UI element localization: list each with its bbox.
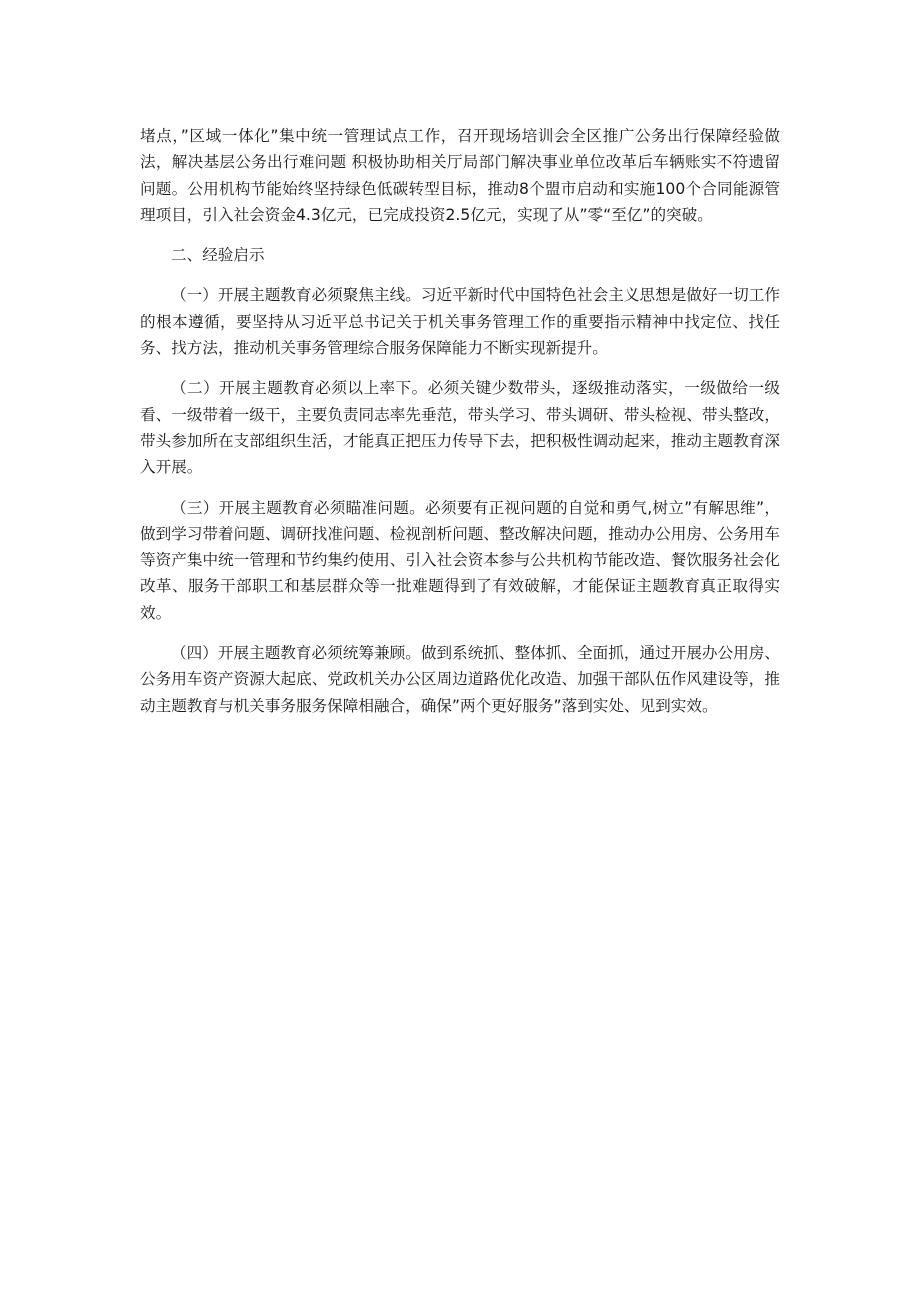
lesson-paragraph-3: （三）开展主题教育必须瞄准问题。必须要有正视问题的自觉和勇气,树立”有解思维”，做到学习带着问题、调研找准问题、检视剖析问题、整改解决问题，推动办公用房、公务用车等资产集中统一管理和节约集约使用、引入社会资本参与公共机构节能改造、餐饮服务社会化改革、服务干部职工和基层群众等一批难题得到了有效破解，才能保证主题教育真正取得实效。: [140, 498, 780, 622]
lesson-paragraph-2: （二）开展主题教育必须以上率下。必须关键少数带头，逐级推动落实，一级做给一级看、一级带着一级干，主要负责同志率先垂范，带头学习、带头调研、带头检视、带头整改，带头参加所在支部组织生活，才能真正把压力传导下去，把积极性调动起来，推动主题教育深入开展。: [140, 379, 780, 477]
lesson-paragraph-1: （一）开展主题教育必须聚焦主线。习近平新时代中国特色社会主义思想是做好一切工作的根本遵循，要坚持从习近平总书记关于机关事务管理工作的重要指示精神中找定位、找任务、找方法，推动机关事务管理综合服务保障能力不断实现新提升。: [140, 286, 780, 358]
section-heading: 二、经验启示: [171, 246, 265, 265]
document-body: [140, 123, 780, 733]
intro-paragraph: 堵点，”区域一体化”集中统一管理试点工作，召开现场培训会全区推广公务出行保障经验做法，解决基层公务出行难问题 积极协助相关厅局部门解决事业单位改革后车辆账实不符遗留问题。公用机构节能始终坚持绿色低碳转型目标，推动8个盟市启动和实施100个合同能源管理项目，引入社会资金4.3亿元，已完成投资2.5亿元，实现了从”零“至亿”的突破。: [140, 127, 780, 224]
lesson-paragraph-4: （四）开展主题教育必须统筹兼顾。做到系统抓、整体抓、全面抓，通过开展办公用房、公务用车资产资源大起底、党政机关办公区周边道路优化改造、加强干部队伍作风建设等，推动主题教育与机关事务服务保障相融合，确保”两个更好服务”落到实处、见到实效。: [140, 644, 780, 715]
